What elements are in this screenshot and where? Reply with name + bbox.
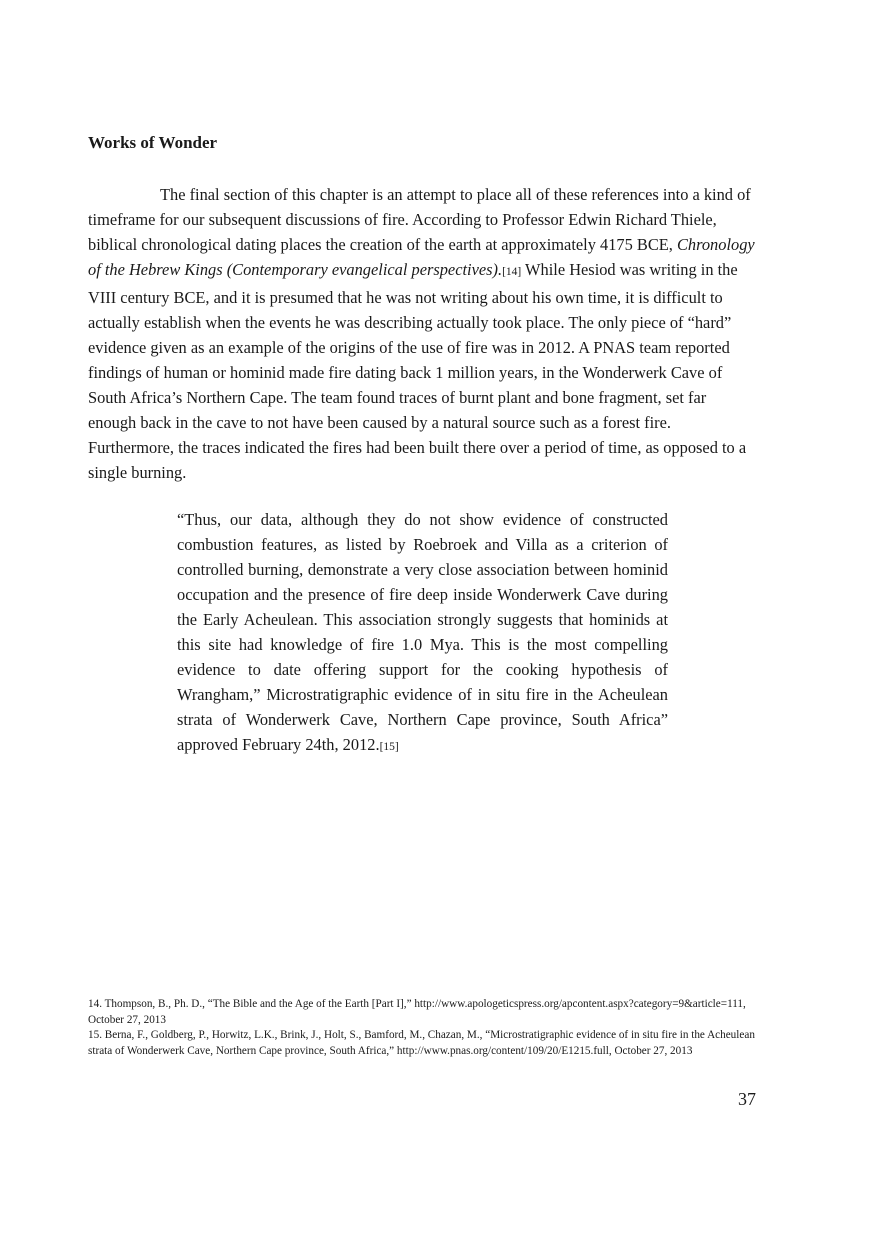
book-title: Chronology of the Hebrew Kings (Contemporary evangelical perspectives). (88, 235, 755, 279)
block-quote (177, 507, 668, 760)
footnote-ref-15: [15] (379, 741, 399, 753)
quote-text: “Thus, our data, although they do not show evidence of constructed combustion features, as listed by Roebroek and Villa as a criterion of controlled burning, demonstrate a very close association between hominid occupation and the presence of fire deep inside Wonderwerk Cave during the Early Acheulean. This association strongly suggests that hominids at this site had knowledge of fire 1.0 Mya. This is the most compelling evidence to date offering support for the cooking hypothesis of Wrangham,” Microstratigraphic evidence of in situ fire in the Acheulean strata of Wonderwerk Cave, Northern Cape province, South Africa” approved February 24th, 2012. (177, 510, 668, 754)
footnote-14: 14. Thompson, B., Ph. D., “The Bible and the Age of the Earth [Part I],” http://www.apologeticspress.org/apcontent.aspx?category=9&article=111, October 27, 2013 (88, 998, 746, 1026)
footnote-ref-14: [14] (502, 266, 522, 278)
paragraph-part-1: The final section of this chapter is an attempt to place all of these references into a kind of timeframe for our subsequent discussions of fire. According to Professor Edwin Richard Thiele, biblical chronological dating places the creation of the earth at approximately 4175 BCE, (88, 185, 751, 254)
paragraph-part-2: While Hesiod was writing in the VIII century BCE, and it is presumed that he was not writing about his own time, it is difficult to actually establish when the events he was describing actually took place. The only piece of “hard” evidence given as an example of the origins of the use of fire was in 2012. A PNAS team reported findings of human or hominid made fire dating back 1 million years, in the Wonderwerk Cave of South Africa’s Northern Cape. The team found traces of burnt plant and bone fragment, set far enough back in the cave to not have been caused by a natural source such as a forest fire. Furthermore, the traces indicated the fires had been built there over a period of time, as opposed to a single burning. (88, 260, 747, 482)
footnote-15: 15. Berna, F., Goldberg, P., Horwitz, L.K., Brink, J., Holt, S., Bamford, M., Chazan, M., “Microstratigraphic evidence of in situ fire in the Acheulean strata of Wonderwerk Cave, Northern Cape province, South Africa,” http://www.pnas.org/content/109/20/E1215.full, October 27, 2013 (88, 1029, 755, 1057)
section-heading: Works of Wonder (88, 133, 218, 152)
page-number: 37 (738, 1089, 756, 1109)
footnotes (88, 997, 758, 1059)
body-paragraph (88, 182, 756, 485)
